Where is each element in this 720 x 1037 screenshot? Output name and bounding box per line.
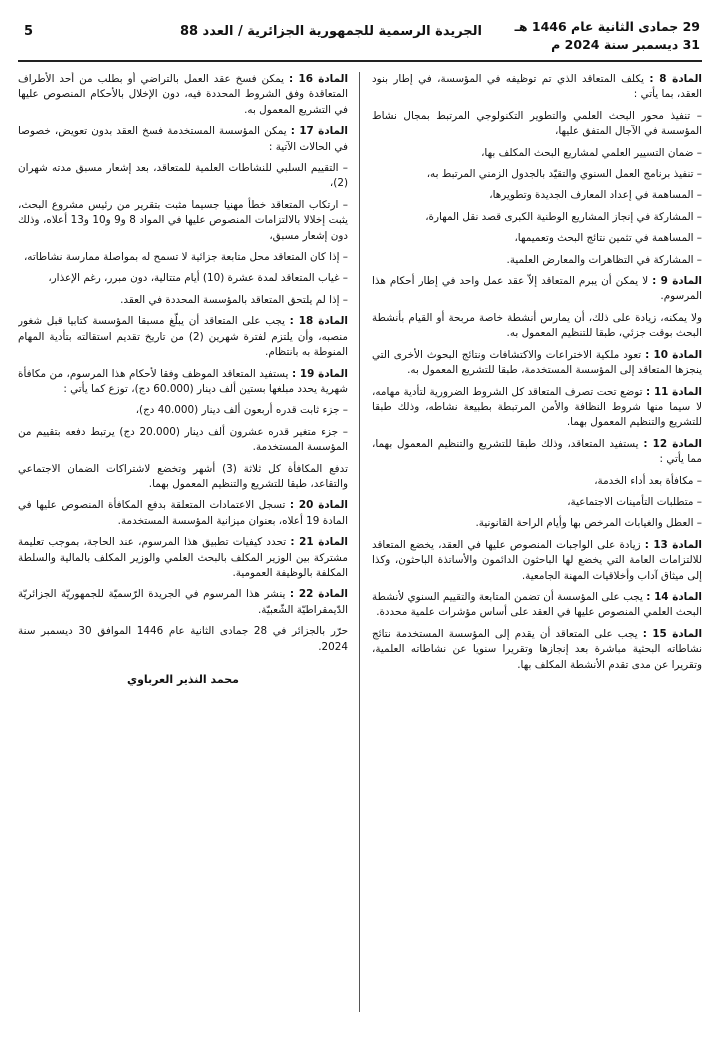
paragraph xyxy=(372,538,702,584)
article-label: المادة 12 : xyxy=(643,437,702,450)
paragraph xyxy=(18,587,348,618)
article-label: المادة 10 : xyxy=(645,348,702,361)
article-label: المادة 13 : xyxy=(644,538,702,551)
paragraph xyxy=(372,274,702,305)
paragraph-text: يكلف المتعاقد الذي تم توظيفه في المؤسسة، في إطار بنود العقد، بما يأتي : xyxy=(372,73,702,101)
paragraph xyxy=(18,425,348,456)
paragraph xyxy=(18,624,348,655)
paragraph-text: يمكن فسخ عقد العمل بالتراضي أو بطلب من أحد الأطراف المتعاقدة وفق الشروط المحددة فيه، دون الإخلال بالأحكام المنصوص عليها في التشريع المعمول به. xyxy=(18,73,348,116)
paragraph-text: يستفيد المتعاقد الموظف وفقا لأحكام هذا المرسوم، من مكافأة شهرية يحدد مبلغها بستين ألف دينار (60.000 دج)، توزع كما يأتي : xyxy=(18,367,348,395)
article-label: المادة 8 : xyxy=(649,73,702,85)
paragraph xyxy=(372,627,702,673)
paragraph xyxy=(18,293,348,308)
article-label: المادة 22 : xyxy=(289,588,348,601)
paragraph-text: – تنفيذ برنامج العمل السنوي والتقيّد بالجدول الزمني المرتبط به، xyxy=(426,168,702,181)
article-label: المادة 18 : xyxy=(289,315,348,328)
paragraph-text: يستفيد المتعاقد، وذلك طبقا للتشريع والتنظيم المعمول بهما، مما يأتي : xyxy=(372,437,702,466)
paragraph xyxy=(372,437,702,468)
paragraph xyxy=(18,198,348,244)
left-column-paragraphs xyxy=(18,72,348,655)
text-columns xyxy=(18,72,702,1022)
paragraph xyxy=(372,590,702,621)
paragraph xyxy=(372,210,702,225)
paragraph-text: توضع تحت تصرف المتعاقد كل الشروط الضرورية لتأدية مهامه، لا سيما منها شروط النظافة والأمن المرتبطة بطبيعة نشاطه، وذلك طبقا للتشريع والتنظيم المعمول بهما. xyxy=(372,385,702,429)
paragraph xyxy=(372,146,702,161)
right-column xyxy=(372,72,702,1022)
paragraph xyxy=(372,109,702,140)
paragraph xyxy=(18,403,348,418)
paragraph-text: – تنفيذ محور البحث العلمي والتطوير التكنولوجي المرتبط بمجال نشاط المؤسسة في الآجال المتفق عليها، xyxy=(372,109,702,138)
left-column xyxy=(18,72,348,1022)
paragraph-text: حرّر بالجزائر في 28 جمادى الثانية عام 1446 الموافق 30 ديسمبر سنة 2024. xyxy=(18,625,348,653)
paragraph xyxy=(372,495,702,510)
paragraph-text: – ضمان التسيير العلمي لمشاريع البحث المكلف بها، xyxy=(481,146,702,159)
header-date-hijri: 29 جمادى الثانية عام 1446 هـ xyxy=(514,19,700,34)
paragraph xyxy=(18,250,348,265)
paragraph xyxy=(372,253,702,268)
header-date-gregorian: 31 ديسمبر سنة 2024 م xyxy=(551,37,700,52)
paragraph xyxy=(18,462,348,493)
paragraph-text: يجب على المتعاقد أن يبلّغ مسبقا المؤسسة كتابيا قبل شغور منصبه، وأن يلتزم لفترة شهرين (2) من تاريخ تقديم استقالته بتأدية المهام المنوطة به بانتظام. xyxy=(18,315,348,359)
article-label: المادة 15 : xyxy=(642,627,702,640)
paragraph xyxy=(372,167,702,182)
signature: محمد النذير العرباوي xyxy=(127,673,239,686)
paragraph-text: – جزء متغير قدره عشرون ألف دينار (20.000 دج) يرتبط دفعه بتقييم من المؤسسة المستخدمة. xyxy=(18,425,348,454)
paragraph xyxy=(18,535,348,581)
paragraph-text: تدفع المكافأة كل ثلاثة (3) أشهر وتخضع لاشتراكات الضمان الاجتماعي والتقاعد، طبقا للتشريع والتنظيم المعمول بهما. xyxy=(18,462,348,490)
article-label: المادة 21 : xyxy=(290,536,348,549)
document-page xyxy=(18,16,702,1026)
paragraph-text: – ارتكاب المتعاقد خطأ مهنيا جسيما مثبت بتقرير من رئيس مشروع البحث، يثبت إخلالا بالالتزامات المنصوص عليها في المواد 8 و9 و10 و13 أعلاه، وذلك دون إشعار مسبق، xyxy=(18,198,348,242)
paragraph-text: ولا يمكنه، زيادة على ذلك، أن يمارس أنشطة خاصة مربحة أو القيام بأنشطة البحث بوقت جزئي، طبقا للتنظيم المعمول به. xyxy=(372,311,702,340)
article-label: المادة 17 : xyxy=(290,125,348,138)
paragraph xyxy=(372,516,702,531)
paragraph-text: لا يمكن أن يبرم المتعاقد إلاّ عقد عمل واحد في إطار أحكام هذا المرسوم. xyxy=(372,275,702,303)
paragraph xyxy=(372,348,702,379)
paragraph-text: – المساهمة في إعداد المعارف الجديدة وتطويرها، xyxy=(489,189,702,202)
paragraph-text: – إذا لم يلتحق المتعاقد بالمؤسسة المحددة في العقد. xyxy=(120,293,348,306)
paragraph-text: – المشاركة في التظاهرات والمعارض العلمية. xyxy=(506,253,702,266)
header-date xyxy=(515,18,700,54)
paragraph xyxy=(372,72,702,103)
paragraph-text: – إذا كان المتعاقد محل متابعة جزائية لا تسمح له بمواصلة ممارسة نشاطاته، xyxy=(23,251,348,264)
page-header xyxy=(18,16,702,62)
column-divider xyxy=(359,72,360,1012)
paragraph xyxy=(372,385,702,431)
paragraph xyxy=(18,161,348,192)
paragraph-text: يمكن المؤسسة المستخدمة فسخ العقد بدون تعويض، خصوصا في الحالات الآتية : xyxy=(18,125,348,153)
paragraph-text: تحدد كيفيات تطبيق هذا المرسوم، عند الحاجة، بموجب تعليمة مشتركة بين الوزير المكلف بالبحث العلمي والوزير المكلف بالمالية والسلطة المكلفة بالوظيفة العمومية. xyxy=(18,536,348,579)
article-label: المادة 16 : xyxy=(289,73,348,85)
paragraph xyxy=(372,311,702,342)
paragraph xyxy=(18,498,348,529)
paragraph xyxy=(18,271,348,286)
paragraph-text: – المساهمة في تثمين نتائج البحث وتعميمها، xyxy=(514,232,702,245)
paragraph-text: – المشاركة في إنجاز المشاريع الوطنية الكبرى قصد نقل المهارة، xyxy=(425,210,702,223)
paragraph-text: – غياب المتعاقد لمدة عشرة (10) أيام متتالية، دون مبرر، رغم الإعذار، xyxy=(48,272,348,285)
paragraph xyxy=(18,72,348,118)
paragraph-text: تسجل الاعتمادات المتعلقة بدفع المكافأة المنصوص عليها في المادة 19 أعلاه، بعنوان ميزانية المؤسسة المستخدمة. xyxy=(18,499,348,527)
article-label: المادة 9 : xyxy=(652,275,702,288)
paragraph xyxy=(372,188,702,203)
paragraph xyxy=(18,124,348,155)
article-label: المادة 14 : xyxy=(646,590,702,603)
paragraph-text: يجب على المتعاقد أن يقدم إلى المؤسسة المستخدمة نتائج نشاطاته البحثية مباشرة بعد إنجازها وتقريرا سنويا عن نشاطاته العلمية، وتقريرا عن مدى تقدم الأنشطة المكلف بها. xyxy=(372,627,702,671)
paragraph-text: يجب على المؤسسة أن تضمن المتابعة والتقييم السنوي لأنشطة البحث العلمي المنصوص عليها في العقد على أساس مؤشرات علمية محددة. xyxy=(372,590,702,619)
article-label: المادة 20 : xyxy=(289,499,348,512)
header-title: الجريدة الرسمية للجمهورية الجزائرية / العدد 88 xyxy=(179,24,482,39)
paragraph xyxy=(18,367,348,398)
paragraph xyxy=(372,231,702,246)
paragraph-text: – العطل والغيابات المرخص بها وأيام الراحة القانونية. xyxy=(475,517,702,530)
paragraph-text: زيادة على الواجبات المنصوص عليها في العقد، يخضع المتعاقد للالتزامات العامة التي يخضع لها الباحثون الدائمون والأساتذة الباحثون، وكذا إلى ميثاق آداب وأخلاقيات المهنة الجامعية. xyxy=(372,538,702,582)
article-label: المادة 19 : xyxy=(291,367,348,380)
paragraph-text: ينشر هذا المرسوم في الجريدة الرّسميّة للجمهوريّة الجزائريّة الدّيمقراطيّة الشّعبيّة. xyxy=(18,588,348,616)
paragraph-text: – التقييم السلبي للنشاطات العلمية للمتعاقد، بعد إشعار مسبق مدته شهران (2)، xyxy=(18,162,348,190)
paragraph xyxy=(18,314,348,360)
paragraph-text: تعود ملكية الاختراعات والاكتشافات ونتائج البحوث الأخرى التي ينجزها المتعاقد إلى المؤسسة المستخدمة، طبقا للتشريع المعمول به. xyxy=(372,348,702,377)
article-label: المادة 11 : xyxy=(646,385,702,398)
paragraph-text: – جزء ثابت قدره أربعون ألف دينار (40.000 دج)، xyxy=(135,404,348,417)
paragraph-text: – مكافأة بعد أداء الخدمة، xyxy=(594,474,702,487)
paragraph xyxy=(372,474,702,489)
page-number: 5 xyxy=(24,24,34,39)
paragraph-text: – متطلبات التأمينات الاجتماعية، xyxy=(567,495,702,508)
